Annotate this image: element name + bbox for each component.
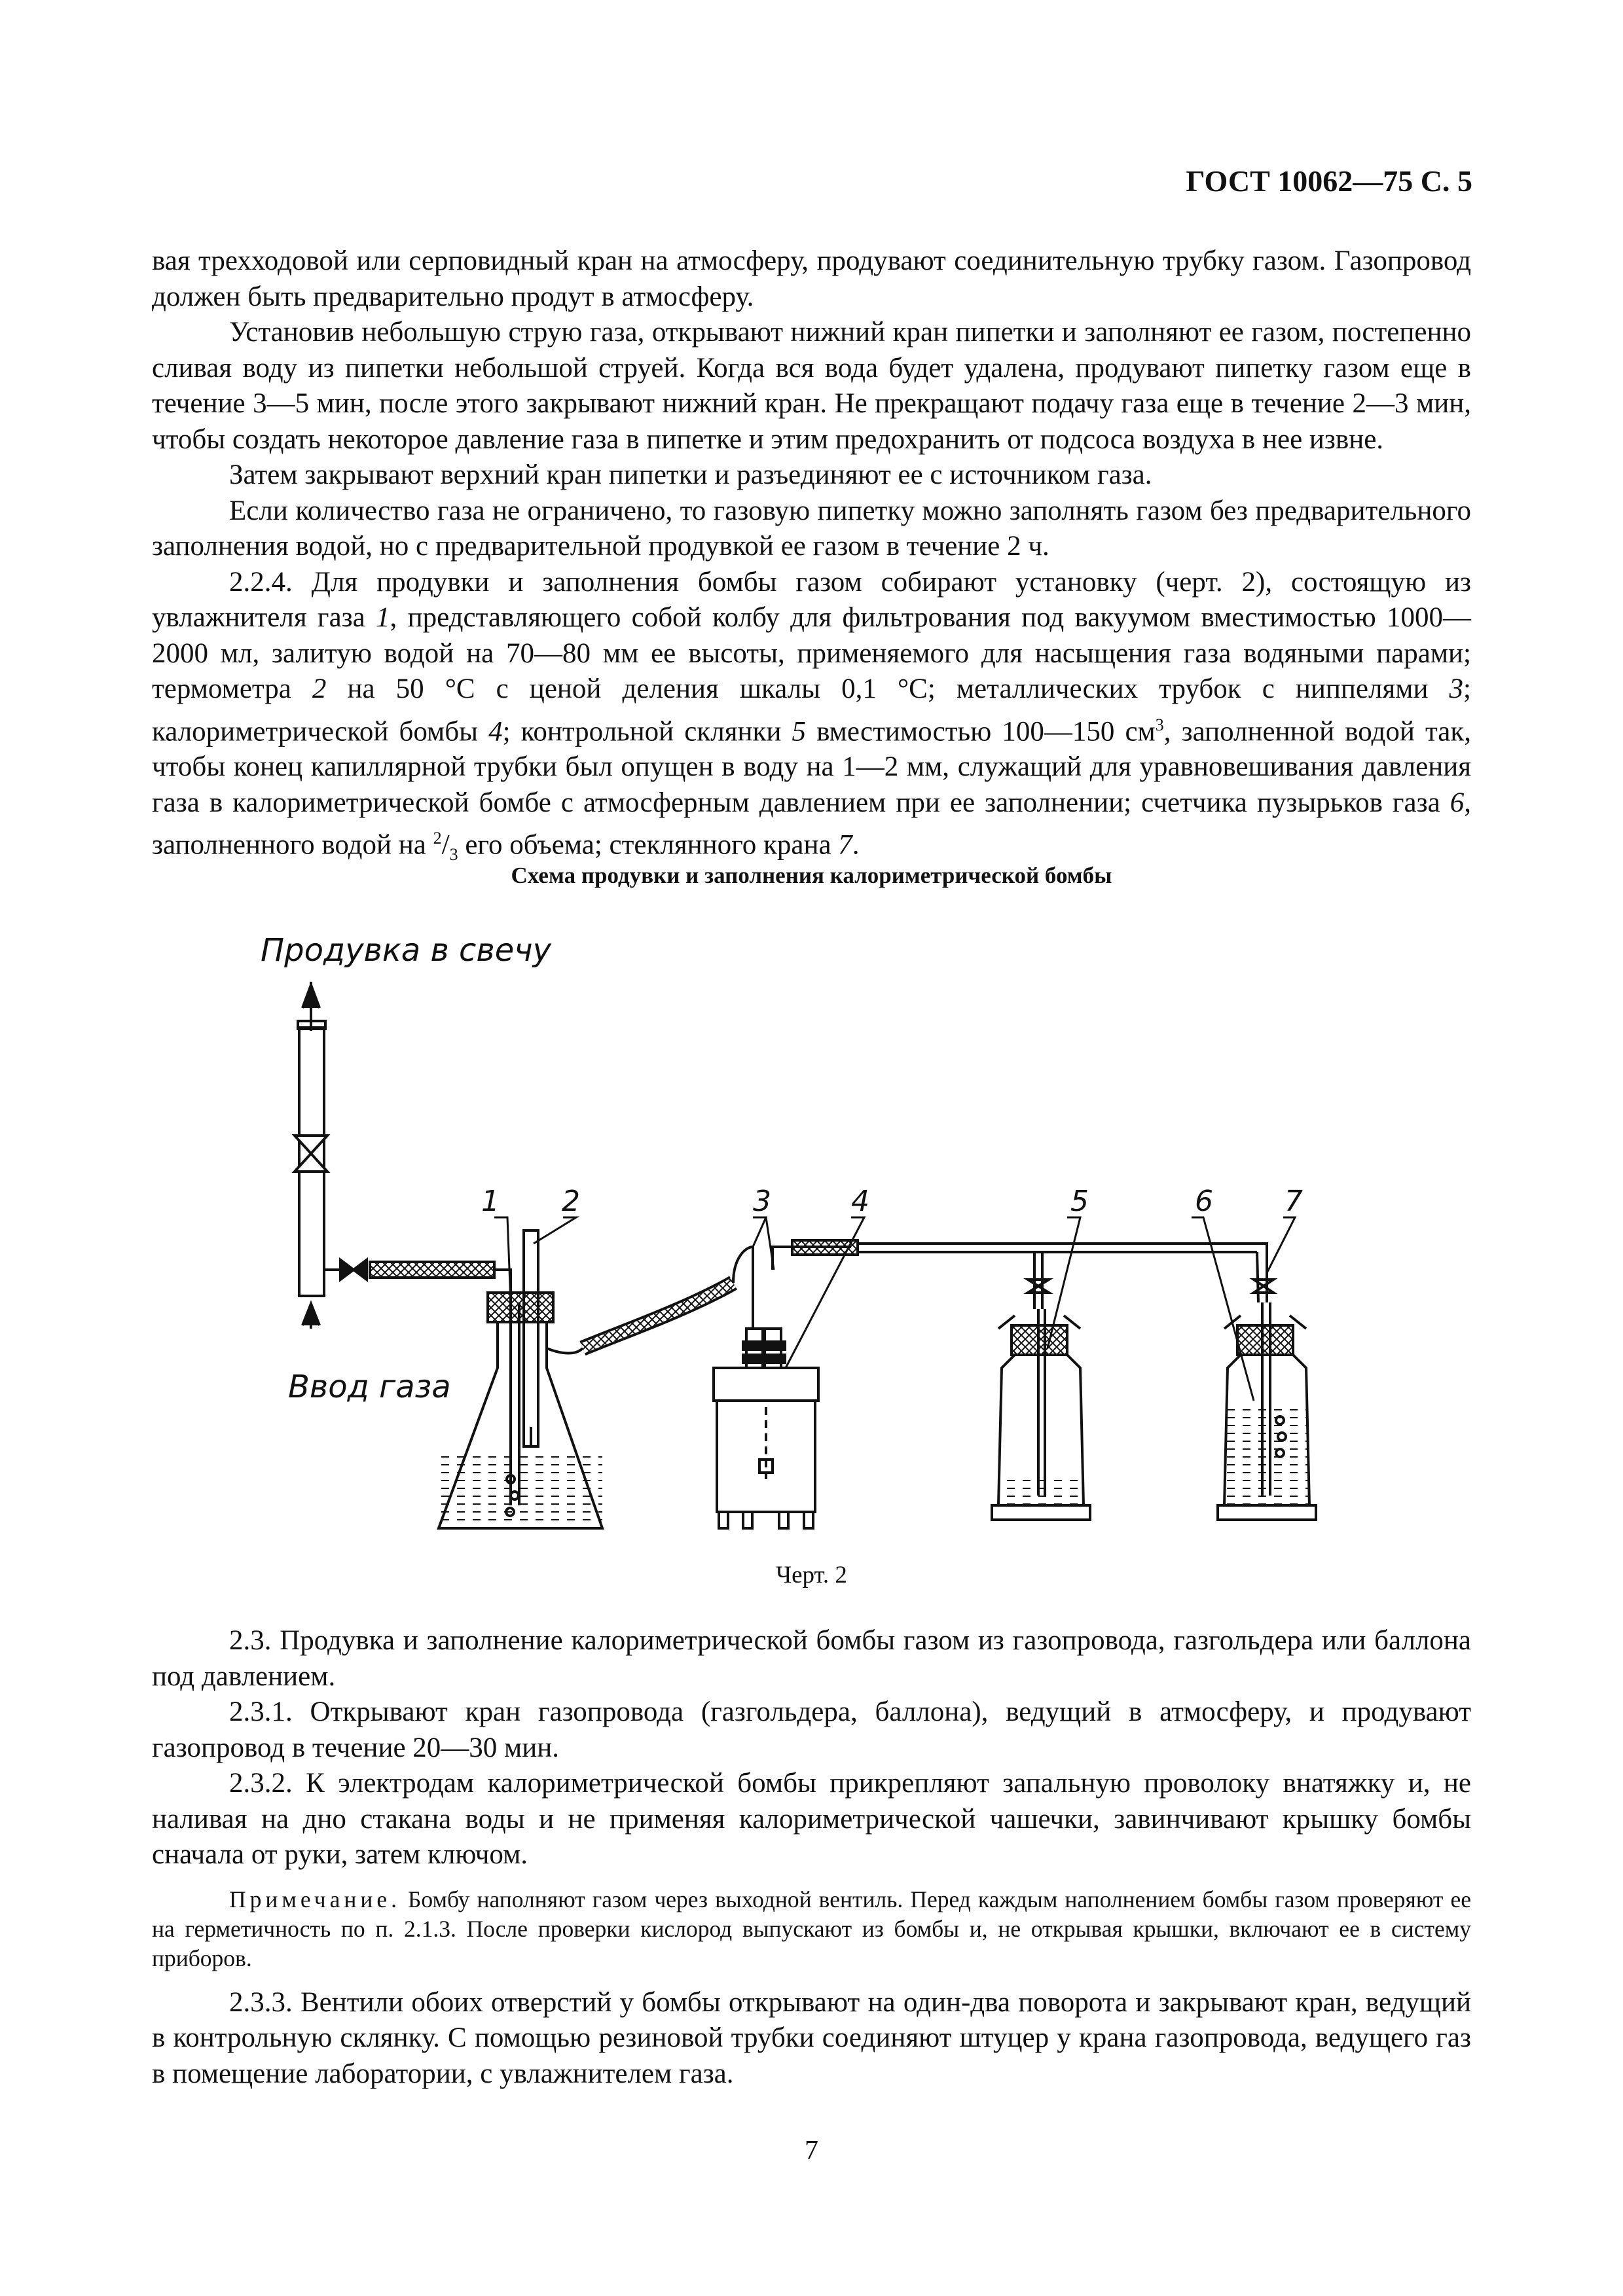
paragraph-2-3-3: 2.3.3. Вентили обоих отверстий у бомбы открывают на один-два поворота и закрывают кран, ведущий в контрольную склянку. С помощью резиновой трубки соединяют штуцер у крана газопровода, ведущего газ в помещение лаборатории, с увлажнителем газа.	[152, 1986, 1471, 2089]
part-number-5: 5	[1070, 1185, 1089, 1218]
paragraph-2-3: 2.3. Продувка и заполнение калориметрической бомбы газом из газопровода, газгольдера или баллона под давлением.	[152, 1625, 1471, 1692]
paragraph-pipette-filling: Установив небольшую струю газа, открывают нижний кран пипетки и заполняют ее газом, постепенно сливая воду из пипетки небольшой струей. Когда вся вода будет удалена, продувают пипетку газом еще в течение 3—5 мин, после этого закрывают нижний кран. Не прекращают подачу газа еще в течение 2—3 мин, чтобы создать некоторое давление газа в пипетке и этим предохранить от подсоса воздуха в нее извне.	[152, 317, 1471, 455]
page-number: 7	[805, 2136, 818, 2166]
note-text: Бомбу наполняют газом через выходной вентиль. Перед каждым наполнением бомбы газом проверяют ее на герметичность по п. 2.1.3. После проверки кислород выпускают из бомбы и, не открывая крышки, включают ее в систему приборов.	[152, 1886, 1471, 1971]
part-number-4: 4	[851, 1185, 869, 1218]
part-number-1: 1	[481, 1185, 500, 1218]
note-paragraph	[152, 1885, 1471, 1973]
main-pipe	[792, 1240, 1267, 1309]
paragraph-2-3-2: 2.3.2. К электродам калориметрической бомбы прикрепляют запальную проволоку внатяжку и, не наливая на дно стакана воды и не применяя калориметрической чашечки, завинчивают крышку бомбы сначала от руки, затем ключом.	[152, 1768, 1471, 1870]
label-purge-to-stack: Продувка в свечу	[261, 932, 551, 969]
paragraph-2-3-1: 2.3.1. Открывают кран газопровода (газгольдера, баллона), ведущий в атмосферу, и продувают газопровод в течение 20—30 мин.	[152, 1696, 1471, 1763]
inlet-hose	[324, 1260, 511, 1302]
part-number-3: 3	[753, 1185, 771, 1218]
part-numbers	[481, 1185, 1303, 1218]
control-bottle	[992, 1280, 1090, 1520]
part-number-6: 6	[1195, 1185, 1213, 1218]
figure-caption: Черт. 2	[776, 1562, 847, 1588]
paragraph-2-2-4: 2.2.4. Для продувки и заполнения бомбы газом собирают установку (черт. 2), состоящую из увлажнителя газа 1, представляющего собой колбу для фильтрования под вакуумом вместимостью 1000—2000 мл, залитую водой на 70—80 мм ее высоты, применяемого для насыщения газа водяными парами; термометра 2 на 50 °С с ценой деления шкалы 0,1 °С; металлических трубок с ниппелями 3; калориметрической бомбы 4; контрольной склянки 5 вместимостью 100—150 $см^3$, заполненной водой так, чтобы конец капиллярной трубки был опущен в воду на 1—2 мм, служащий для уравновешивания давления газа в калориметрической бомбе с атмосферным давлением при ее заполнении; счетчика пузырьков газа 6, заполненного водой на $^2/_3$ его объема; стеклянного крана 7.	[152, 566, 1472, 865]
paragraph-close-valve: Затем закрывают верхний кран пипетки и разъединяют ее с источником газа.	[229, 459, 1152, 490]
part-number-2: 2	[562, 1185, 580, 1218]
label-gas-inlet: Ввод газа	[288, 1369, 451, 1405]
part-number-7: 7	[1285, 1185, 1303, 1218]
note-label: Примечание.	[229, 1886, 401, 1912]
paragraph-continuation: вая трехходовой или серповидный кран на атмосферу, продувают соединительную трубку газом. Газопровод должен быть предварительно продут в атмосферу.	[152, 245, 1471, 312]
paragraph-unlimited-gas: Если количество газа не ограничено, то газовую пипетку можно заполнять газом без предварительного заполнения водой, но с предварительной продувкой ее газом в течение 2 ч.	[152, 495, 1471, 562]
page-header: ГОСТ 10062—75 С. 5	[1186, 164, 1472, 198]
bubble-counter	[1218, 1280, 1316, 1520]
bottom-text-block	[152, 1623, 1471, 2092]
figure-title: Схема продувки и заполнения калориметрической бомбы	[511, 863, 1112, 888]
